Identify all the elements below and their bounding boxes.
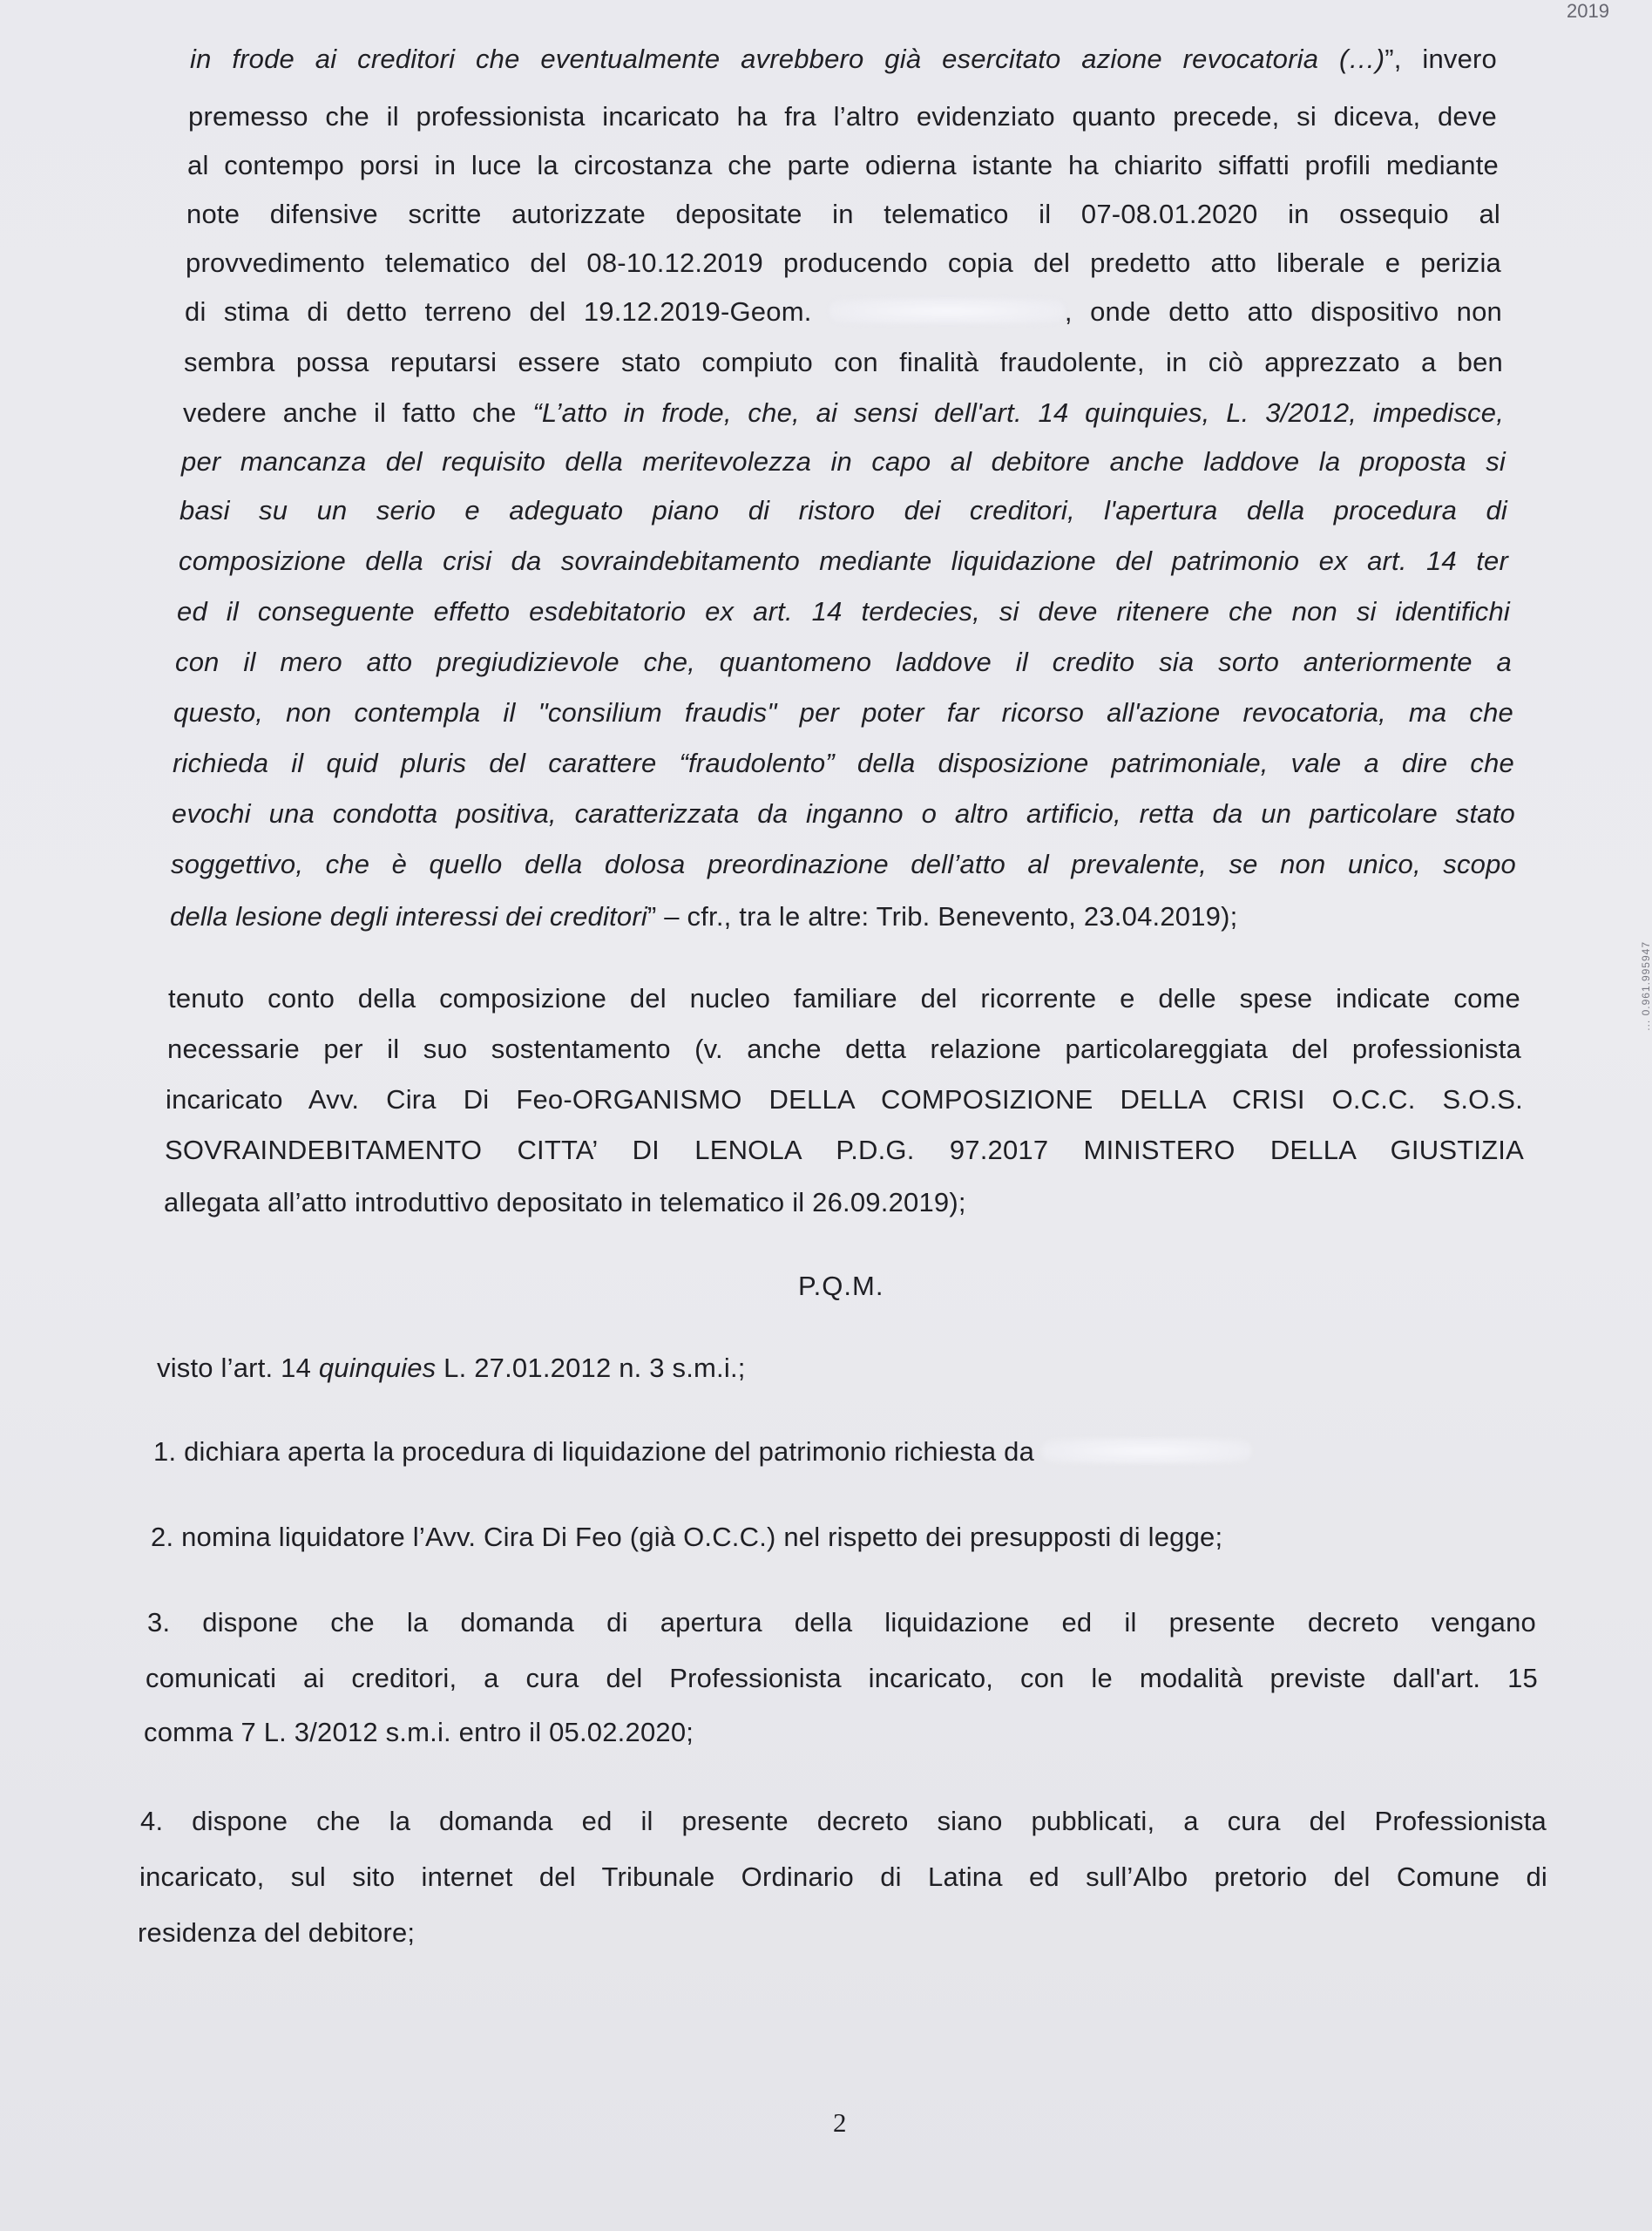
text-line [177,594,1510,629]
text-line [164,1185,1079,1220]
text-segment: visto l’art. 14 [157,1353,319,1383]
text-line [166,1082,1523,1117]
text-segment: , onde detto atto dispositivo non [1064,296,1502,327]
text-segment: basi su un serio e adeguato piano di ristoro dei creditori, l'apertura della procedura di [179,495,1507,526]
text-segment: per mancanza del requisito della meritevolezza in capo al debitore anche laddove la proposta si [181,446,1506,477]
text-line [175,645,1512,680]
text-line [186,197,1500,232]
text-segment: premesso che il professionista incaricato ha fra l’altro evidenziato quanto precede, si diceva, deve [188,101,1497,132]
text-segment: questo, non contempla il "consilium fraudis" per poter far ricorso all'azione revocatoria, ma che [173,697,1513,728]
text-segment: comunicati ai creditori, a cura del Professionista incaricato, con le modalità previste dall'art. 15 [146,1663,1538,1693]
text-segment: comma 7 L. 3/2012 s.m.i. entro il 05.02.2020; [144,1717,694,1747]
text-line [146,1661,1538,1696]
text-line [170,899,1390,934]
text-segment: richieda il quid pluris del carattere “fraudolento” della disposizione patrimoniale, vale a dire che [173,748,1514,778]
text-segment: composizione della crisi da sovraindebitamento mediante liquidazione del patrimonio ex art. 14 ter [179,546,1508,576]
text-line [140,1804,1547,1839]
text-segment: tenuto conto della composizione del nucleo familiare del ricorrente e delle spese indicate come [168,983,1520,1014]
text-segment: con il mero atto pregiudizievole che, quantomeno laddove il credito sia sorto anteriormente a [175,647,1512,677]
top-edge-fragment: 2019 [1567,0,1609,22]
text-segment: incaricato, sul sito internet del Tribunale Ordinario di Latina ed sull’Albo pretorio del Comune di [139,1861,1547,1892]
text-segment: in frode ai creditori che eventualmente avrebbero già esercitato azione revocatoria (…) [190,44,1385,74]
text-segment: ”, invero [1385,44,1497,74]
text-line [171,847,1516,882]
text-segment: di stima di detto terreno del 19.12.2019-Geom. [185,296,829,327]
redacted-name [1042,1438,1251,1464]
visto-line [157,1351,746,1386]
text-line [167,1032,1521,1067]
text-line [181,444,1506,479]
text-segment: 1. dichiara aperta la procedura di liquidazione del patrimonio richiesta da [153,1436,1042,1467]
text-segment: 2. nomina liquidatore l’Avv. Cira Di Feo (già O.C.C.) nel rispetto dei presupposti di legge; [151,1522,1223,1552]
text-segment: quinquies [318,1353,437,1383]
text-line [185,295,1502,329]
text-line [144,1715,789,1750]
redacted-name [829,298,1065,324]
text-segment: L. 27.01.2012 n. 3 s.m.i.; [436,1353,746,1383]
text-line [187,148,1499,183]
pqm-heading: P.Q.M. [798,1271,884,1301]
text-segment: provvedimento telematico del 08-10.12.2019 producendo copia del predetto atto liberale e perizia [186,248,1501,278]
text-segment: sembra possa reputarsi essere stato compiuto con finalità fraudolente, in ciò apprezzato a ben [184,347,1503,377]
text-segment: “L’atto in frode, che, ai sensi dell'art. 14 quinquies, L. 3/2012, impedisce, [532,397,1505,428]
text-line [138,1916,486,1950]
text-segment: incaricato Avv. Cira Di Feo-ORGANISMO DELLA COMPOSIZIONE DELLA CRISI O.C.C. S.O.S. [166,1084,1523,1115]
text-segment: evochi una condotta positiva, caratterizzata da inganno o altro artificio, retta da un particolare stato [172,798,1515,829]
text-line [165,1133,1524,1168]
text-segment: allegata all’atto introduttivo depositato in telematico il 26.09.2019); [164,1187,966,1217]
text-segment: al contempo porsi in luce la circostanza che parte odierna istante ha chiarito siffatti profili mediante [187,150,1499,180]
text-line [147,1605,1536,1640]
page-number: 2 [833,2107,847,2138]
text-segment: ed il conseguente effetto esdebitatorio ex art. 14 terdecies, si deve ritenere che non si identifichi [177,596,1510,627]
text-line [179,493,1507,528]
text-segment: SOVRAINDEBITAMENTO CITTA’ DI LENOLA P.D.G. 97.2017 MINISTERO DELLA GIUSTIZIA [165,1135,1524,1165]
text-segment: residenza del debitore; [138,1917,416,1948]
text-line [172,797,1515,831]
text-segment: della lesione degli interessi dei creditori [170,901,647,932]
text-segment: note difensive scritte autorizzate depositate in telematico il 07-08.01.2020 in ossequio al [186,199,1500,229]
text-segment: vedere anche il fatto che [183,397,533,428]
text-line [168,981,1520,1016]
text-line [173,746,1514,781]
text-segment: 3. dispone che la domanda di apertura della liquidazione ed il presente decreto vengano [147,1607,1536,1638]
text-line [173,695,1513,730]
text-segment: 4. dispone che la domanda ed il presente decreto siano pubblicati, a cura del Professionista [140,1806,1547,1836]
text-segment: necessarie per il suo sostentamento (v. anche detta relazione particolareggiata del professionista [167,1034,1521,1064]
text-segment: ” – cfr., tra le altre: Trib. Benevento, 23.04.2019); [647,901,1238,932]
text-line [188,99,1497,134]
text-line [183,396,1504,431]
text-line [190,42,1497,77]
text-line [184,345,1503,380]
margin-registry-code: ... 0.961.995947 [1640,941,1652,1031]
text-line [179,544,1508,579]
text-segment: soggettivo, che è quello della dolosa preordinazione dell’atto al prevalente, se non unico, scopo [171,849,1516,879]
text-line [139,1860,1547,1895]
text-line [151,1520,1388,1555]
text-line [186,246,1501,281]
text-line [153,1434,1373,1469]
